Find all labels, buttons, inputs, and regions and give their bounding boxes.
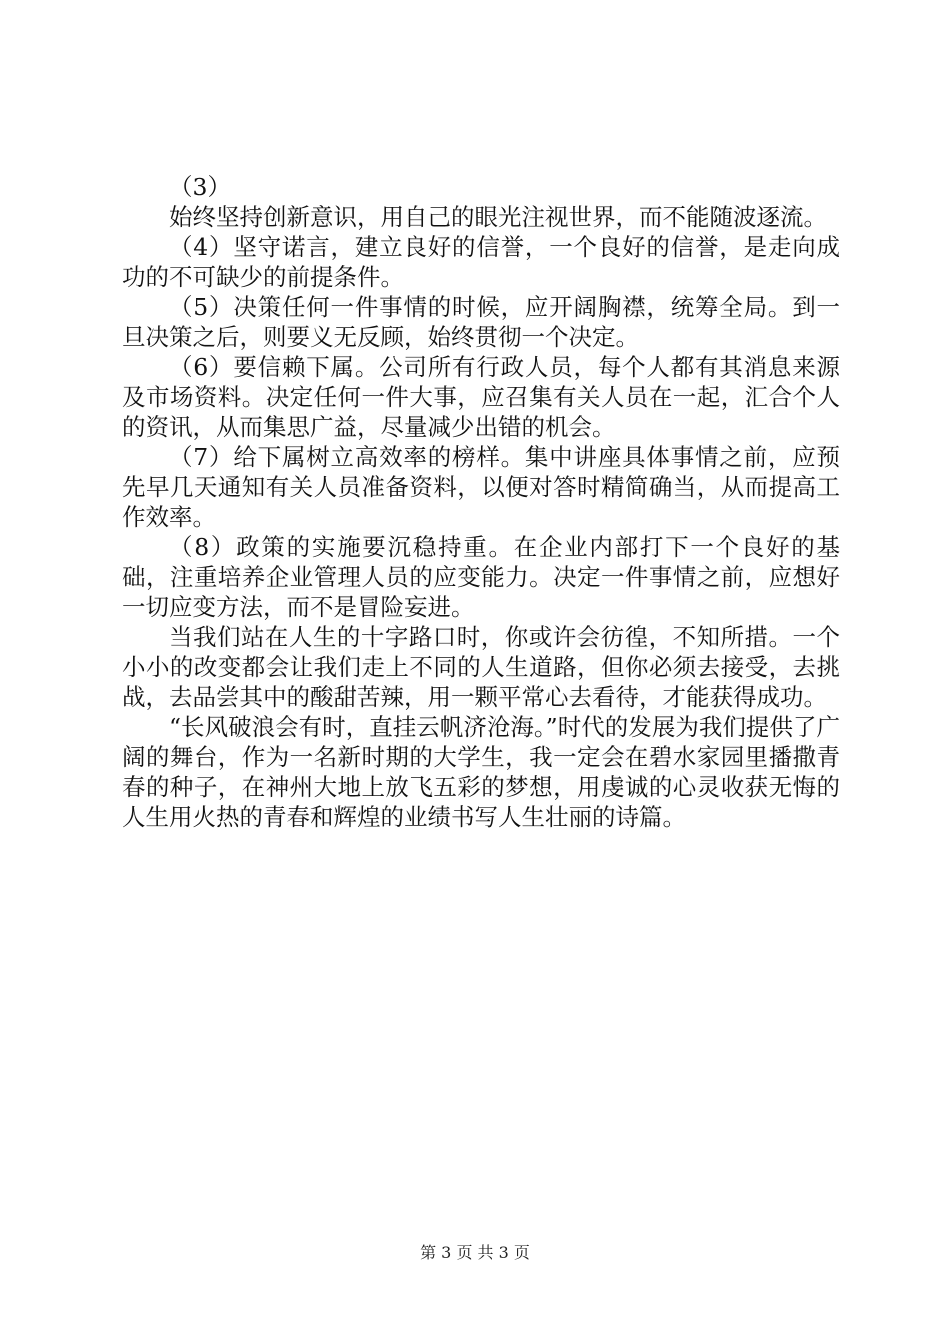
paragraph-item-3-label: （3） (169, 173, 231, 201)
paragraph-item-8: （8）政策的实施要沉稳持重。在企业内部打下一个良好的基础，注重培养企业管理人员的应变能力。决定一件事情之前，应想好一切应变方法，而不是冒险妄进。 (122, 533, 840, 621)
paragraph-crossroads: 当我们站在人生的十字路口时，你或许会彷徨，不知所措。一个小小的改变都会让我们走上不同的人生道路，但你必须去接受，去挑战，去品尝其中的酸甜苦辣，用一颗平常心去看待，才能获得成功。 (122, 623, 840, 711)
page-footer: 第 3 页 共 3 页 (420, 1243, 530, 1262)
document-body (122, 172, 840, 832)
paragraph-innovation: 始终坚持创新意识，用自己的眼光注视世界，而不能随波逐流。 (169, 203, 827, 231)
paragraph-item-7: （7）给下属树立高效率的榜样。集中讲座具体事情之前，应预先早几天通知有关人员准备资料，以便对答时精简确当，从而提高工作效率。 (122, 443, 840, 531)
paragraph-item-4: （4）坚守诺言，建立良好的信誉，一个良好的信誉，是走向成功的不可缺少的前提条件。 (122, 233, 840, 291)
paragraph-conclusion: “长风破浪会有时，直挂云帆济沧海。”时代的发展为我们提供了广阔的舞台，作为一名新时期的大学生，我一定会在碧水家园里播撒青春的种子，在神州大地上放飞五彩的梦想，用虔诚的心灵收获无悔的人生用火热的青春和辉煌的业绩书写人生壮丽的诗篇。 (122, 713, 840, 831)
paragraph-item-5: （5）决策任何一件事情的时候，应开阔胸襟，统筹全局。到一旦决策之后，则要义无反顾，始终贯彻一个决定。 (122, 293, 840, 351)
paragraph-item-6: （6）要信赖下属。公司所有行政人员，每个人都有其消息来源及市场资料。决定任何一件大事，应召集有关人员在一起，汇合个人的资讯，从而集思广益，尽量减少出错的机会。 (122, 353, 840, 441)
